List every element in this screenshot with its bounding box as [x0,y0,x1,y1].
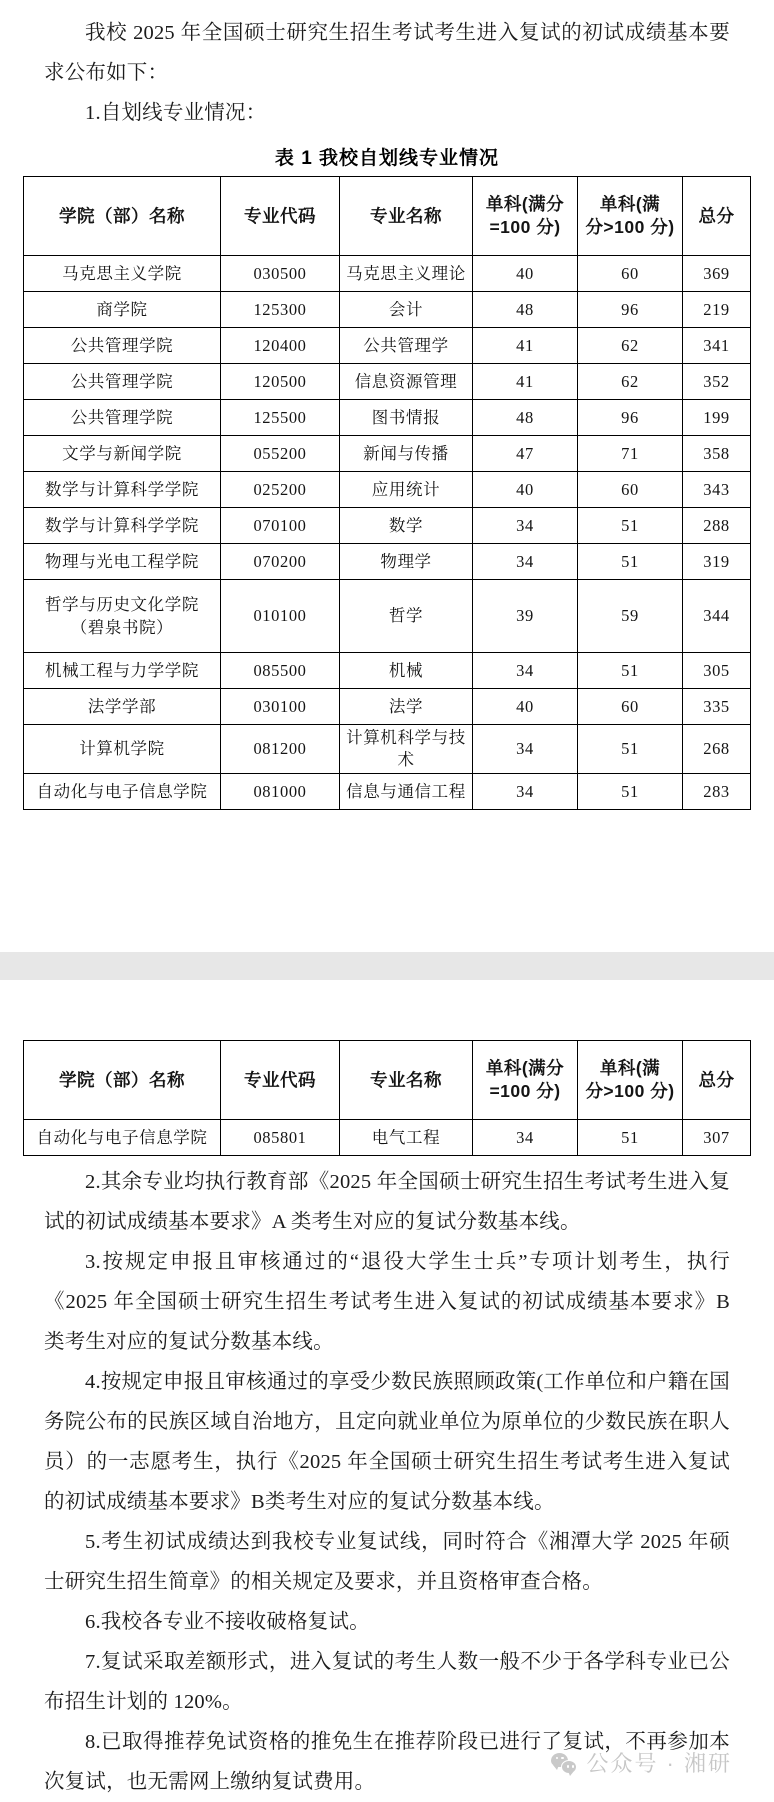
footer-watermark [0,1747,774,1778]
header-single-100-line2: =100 分) [489,1081,561,1101]
cell-college: 自动化与电子信息学院 [24,774,221,810]
page1-bottom-whitespace [0,810,774,952]
table-row [24,653,751,689]
cell-single-gt100: 60 [578,689,683,725]
cell-single-100: 39 [473,580,578,653]
cell-single-100: 40 [473,256,578,292]
cell-college: 公共管理学院 [24,400,221,436]
header-major-code: 专业代码 [221,177,340,256]
cell-single-gt100: 51 [578,1120,683,1156]
cell-single-gt100: 62 [578,328,683,364]
intro-section [0,0,774,133]
cell-single-gt100: 59 [578,580,683,653]
table-row [24,725,751,774]
cell-major-name: 信息资源管理 [340,364,473,400]
cell-total-score: 283 [683,774,751,810]
header-single-subject-100 [473,1041,578,1120]
header-single-100-line2: =100 分) [489,217,561,237]
table-row [24,436,751,472]
wechat-icon [551,1752,577,1774]
note-paragraph-3: 3.按规定申报且审核通过的“退役大学生士兵”专项计划考生，执行《2025 年全国硕士研究生招生考试考生进入复试的初试成绩基本要求》B 类考生对应的复试分数基本线。 [44,1251,730,1353]
cell-single-gt100: 60 [578,472,683,508]
cell-single-100: 34 [473,653,578,689]
cell-single-100: 34 [473,1120,578,1156]
cell-major-name: 马克思主义理论 [340,256,473,292]
table-row [24,328,751,364]
table2-head [24,1041,751,1120]
cell-college: 自动化与电子信息学院 [24,1120,221,1156]
header-single-100-line1: 单科(满分 [485,194,565,214]
cell-total-score: 288 [683,508,751,544]
table1-body [24,256,751,810]
table-row [24,774,751,810]
page-separator-band [0,952,774,980]
cell-major-code: 125300 [221,292,340,328]
cell-single-100: 40 [473,689,578,725]
cell-total-score: 352 [683,364,751,400]
cell-single-gt100: 51 [578,508,683,544]
cell-major-code: 030500 [221,256,340,292]
cell-total-score: 219 [683,292,751,328]
cell-college: 数学与计算科学学院 [24,472,221,508]
watermark-label: 公众号 · 湘研 [586,1751,732,1776]
table-row [24,544,751,580]
cell-major-code: 025200 [221,472,340,508]
header-major-code: 专业代码 [221,1041,340,1120]
cell-major-name: 信息与通信工程 [340,774,473,810]
table-row [24,256,751,292]
cell-single-100: 34 [473,725,578,774]
cell-major-code: 070200 [221,544,340,580]
cell-college: 商学院 [24,292,221,328]
cell-total-score: 199 [683,400,751,436]
intro-paragraph-2: 1.自划线专业情况： [85,102,267,124]
cell-college: 数学与计算科学学院 [24,508,221,544]
header-major-name: 专业名称 [340,1041,473,1120]
cell-major-code: 081000 [221,774,340,810]
cell-total-score: 319 [683,544,751,580]
table-row [24,1120,751,1156]
table2-header-row [24,1041,751,1120]
cell-single-100: 34 [473,544,578,580]
header-single-subject-100 [473,177,578,256]
cell-major-code: 070100 [221,508,340,544]
cell-major-code: 085801 [221,1120,340,1156]
cell-single-gt100: 62 [578,364,683,400]
cell-major-name: 应用统计 [340,472,473,508]
cell-single-100: 47 [473,436,578,472]
header-total-score: 总分 [683,1041,751,1120]
cell-college: 物理与光电工程学院 [24,544,221,580]
cell-major-code: 120400 [221,328,340,364]
cell-single-100: 40 [473,472,578,508]
cell-total-score: 335 [683,689,751,725]
cell-total-score: 341 [683,328,751,364]
note-paragraph-6: 6.我校各专业不接收破格复试。 [85,1611,370,1633]
cell-total-score: 343 [683,472,751,508]
table-row [24,472,751,508]
header-single-gt100-line2: 分>100 分) [585,217,675,237]
intro-paragraph-1: 我校 2025 年全国硕士研究生招生考试考生进入复试的初试成绩基本要求公布如下： [44,22,730,84]
cell-college [24,580,221,653]
cell-single-gt100: 51 [578,544,683,580]
cell-major-name: 物理学 [340,544,473,580]
self-determined-score-table-continued [23,1040,751,1156]
header-major-name: 专业名称 [340,177,473,256]
table2-body [24,1120,751,1156]
cell-single-100: 48 [473,292,578,328]
cell-college: 公共管理学院 [24,364,221,400]
cell-major-name: 哲学 [340,580,473,653]
cell-total-score: 268 [683,725,751,774]
cell-major-name: 电气工程 [340,1120,473,1156]
header-single-100-line1: 单科(满分 [485,1058,565,1078]
cell-college: 机械工程与力学学院 [24,653,221,689]
header-single-gt100-line1: 单科(满 [599,194,661,214]
cell-major-code: 081200 [221,725,340,774]
cell-total-score: 307 [683,1120,751,1156]
cell-single-gt100: 51 [578,774,683,810]
table1-head [24,177,751,256]
cell-college-line1: 哲学与历史文化学院 [45,595,199,614]
cell-single-gt100: 71 [578,436,683,472]
table-row [24,292,751,328]
cell-college-line2: （碧泉书院） [70,618,174,637]
cell-single-gt100: 51 [578,653,683,689]
cell-major-code: 120500 [221,364,340,400]
cell-major-name: 数学 [340,508,473,544]
cell-college: 马克思主义学院 [24,256,221,292]
table-row [24,508,751,544]
note-paragraph-7: 7.复试采取差额形式，进入复试的考生人数一般不少于各学科专业已公布招生计划的 120%。 [44,1651,730,1713]
header-total-score: 总分 [683,177,751,256]
page2-top-whitespace [0,980,774,1040]
table1-header-row [24,177,751,256]
cell-single-gt100: 51 [578,725,683,774]
cell-major-name: 图书情报 [340,400,473,436]
cell-college: 公共管理学院 [24,328,221,364]
cell-major-code: 010100 [221,580,340,653]
table-row [24,364,751,400]
cell-major-name: 计算机科学与技术 [340,725,473,774]
self-determined-score-table [23,176,751,810]
cell-major-name: 法学 [340,689,473,725]
note-paragraph-4: 4.按规定申报且审核通过的享受少数民族照顾政策(工作单位和户籍在国务院公布的民族区域自治地方，且定向就业单位为原单位的少数民族在职人员）的一志愿考生，执行《2025 年全国硕士研究生招生考试考生进入复试的初试成绩基本要求》B类考生对应的复试分数基本线。 [44,1371,730,1513]
header-college: 学院（部）名称 [24,1041,221,1120]
cell-single-gt100: 96 [578,400,683,436]
cell-major-code: 055200 [221,436,340,472]
cell-major-code: 030100 [221,689,340,725]
cell-single-gt100: 60 [578,256,683,292]
cell-major-name: 公共管理学 [340,328,473,364]
cell-single-100: 34 [473,508,578,544]
header-college: 学院（部）名称 [24,177,221,256]
table1-caption: 表 1 我校自划线专业情况 [274,148,500,169]
cell-single-gt100: 96 [578,292,683,328]
table-row [24,400,751,436]
note-paragraph-2: 2.其余专业均执行教育部《2025 年全国硕士研究生招生考试考生进入复试的初试成绩基本要求》A 类考生对应的复试分数基本线。 [44,1171,730,1233]
header-single-gt100-line1: 单科(满 [599,1058,661,1078]
cell-total-score: 358 [683,436,751,472]
note-paragraph-5: 5.考生初试成绩达到我校专业复试线，同时符合《湘潭大学 2025 年硕士研究生招生简章》的相关规定及要求，并且资格审查合格。 [44,1531,730,1593]
cell-total-score: 369 [683,256,751,292]
cell-college: 法学学部 [24,689,221,725]
cell-major-code: 085500 [221,653,340,689]
cell-major-name: 机械 [340,653,473,689]
cell-single-100: 48 [473,400,578,436]
notes-section [0,1156,774,1802]
cell-college: 文学与新闻学院 [24,436,221,472]
cell-single-100: 41 [473,364,578,400]
table-row [24,689,751,725]
cell-total-score: 305 [683,653,751,689]
cell-major-name: 会计 [340,292,473,328]
header-single-subject-gt100 [578,1041,683,1120]
cell-college: 计算机学院 [24,725,221,774]
note-paragraph-8: 8.已取得推荐免试资格的推免生在推荐阶段已进行了复试，不再参加本次复试，也无需网上缴纳复试费用。 [44,1731,730,1793]
header-single-subject-gt100 [578,177,683,256]
cell-single-100: 41 [473,328,578,364]
header-single-gt100-line2: 分>100 分) [585,1081,675,1101]
cell-major-code: 125500 [221,400,340,436]
cell-major-name: 新闻与传播 [340,436,473,472]
table-row [24,580,751,653]
cell-total-score: 344 [683,580,751,653]
cell-single-100: 34 [473,774,578,810]
